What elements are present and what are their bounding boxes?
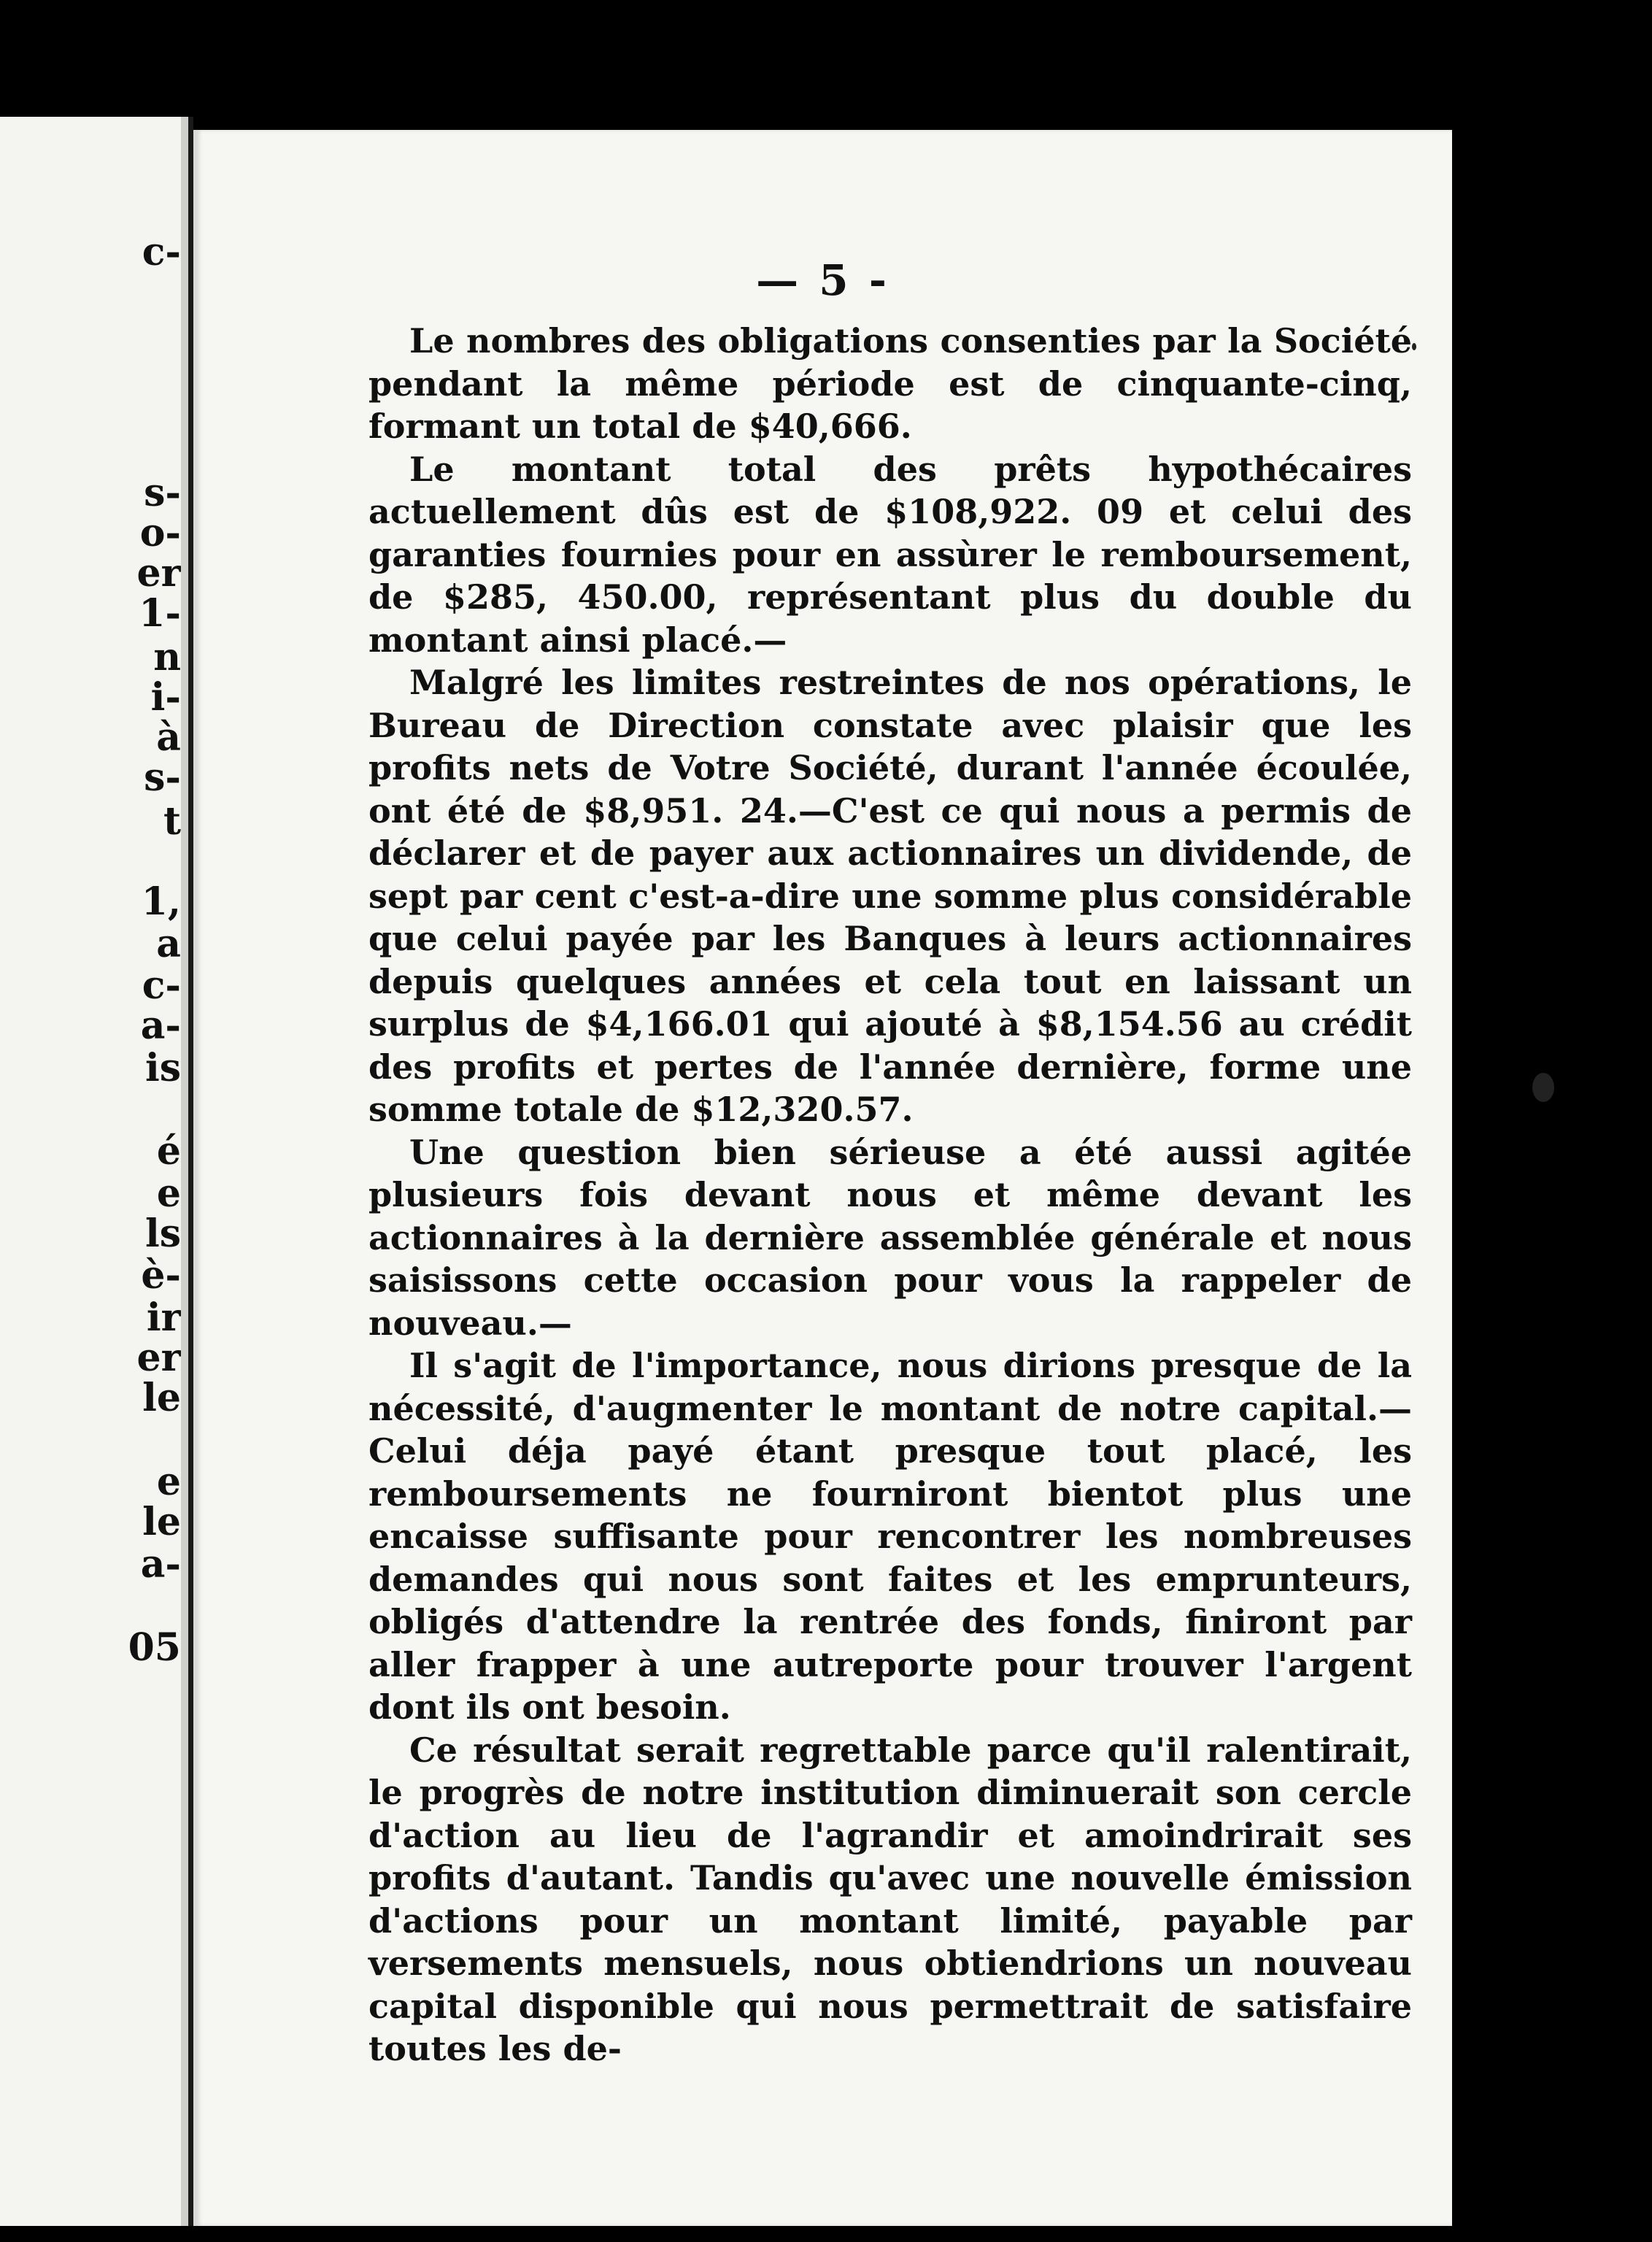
previous-page-fragment-text: i- [150, 675, 181, 720]
previous-page-fragment-text: a- [140, 1003, 181, 1048]
paragraph-question-serieuse: Une question bien sérieuse a été aussi agitée plusieurs fois devant nous et même devant les actionnaires à la dernière assemblée générale et nous saisissons cette occasion pour vous la rappeler de nouveau.— [368, 1132, 1412, 1343]
paragraph-profits-nets: Malgré les limites restreintes de nos opérations, le Bureau de Direction constate avec plaisir que les profits nets de Votre Société, durant l'année écoulée, ont été de $8,951. 24.—C'est ce qui nous a permis de déclarer et de payer aux actionnaires un dividende, de sept par cent c'est-a-dire une somme plus considérable que celui payée par les Banques à leurs actionnaires depuis quelques années et cela tout en laissant un surplus de $4,166.01 qui ajouté à $8,154.56 au crédit des profits et pertes de l'année dernière, forme une somme totale de $12,320.57. [368, 663, 1412, 1129]
paragraph-prets-hypothecaires: Le montant total des prêts hypothécaires actuellement dûs est de $108,922. 09 et celui des garanties fournies pour en assùrer le remboursement, de $285, 450.00, représentant plus du double du montant ainsi placé.— [368, 449, 1412, 660]
previous-page-fragment-text: c- [142, 230, 181, 274]
previous-page-fragment-text: ir [146, 1295, 181, 1340]
previous-page-fragment-text: 1, [141, 879, 181, 924]
previous-page-fragment-text: é [156, 1129, 181, 1174]
previous-page-fragment [0, 117, 188, 2226]
previous-page-fragment-text: c- [142, 963, 181, 1008]
paragraph-augmenter-capital: Il s'agit de l'importance, nous dirions presque de la nécessité, d'augmenter le montant de notre capital.— Celui déja payé étant presque tout placé, les remboursements ne fourniront bientot plus une encaisse suffisante pour rencontrer les nombreuses demandes qui nous sont faites et les emprunteurs, obligés d'attendre la rentrée des fonds, finiront par aller frapper à une autreporte pour trouver l'argent dont ils ont besoin. [368, 1346, 1412, 1727]
scan-speck [1532, 1073, 1554, 1102]
previous-page-fragment-text: s- [144, 755, 181, 800]
paragraph-obligations: Le nombres des obligations consenties par la Société pendant la même période est de cinquante-cinq, formant un total de $40,666. [368, 321, 1412, 446]
previous-page-fragment-text: s- [144, 471, 181, 515]
previous-page-edge [181, 117, 188, 2226]
previous-page-fragment-text: e [156, 1460, 181, 1504]
previous-page-fragment-text: ls [144, 1211, 181, 1256]
previous-page-fragment-text: 05 [128, 1625, 181, 1670]
previous-page-fragment-text: le [142, 1500, 181, 1544]
previous-page-fragment-text: e [156, 1171, 181, 1216]
page-body [368, 320, 1412, 2070]
previous-page-fragment-text: 1- [139, 591, 181, 636]
previous-page-fragment-text: n [153, 635, 181, 679]
previous-page-fragment-text: a- [140, 1542, 181, 1587]
previous-page-fragment-text: le [142, 1376, 181, 1420]
previous-page-fragment-text: is [144, 1046, 181, 1090]
previous-page-fragment-text: t [163, 799, 181, 844]
page-number: — 5 - [756, 255, 889, 305]
scan-speck [1412, 343, 1416, 350]
book-spine-gap [188, 117, 193, 2226]
paragraph-resultat-regrettable: Ce résultat serait regrettable parce qu'il ralentirait, le progrès de notre institution diminuerait son cercle d'action au lieu de l'agrandir et amoindrirait ses profits d'autant. Tandis qu'avec une nouvelle émission d'actions pour un montant limité, payable par versements mensuels, nous obtiendrions un nouveau capital disponible qui nous permettrait de satisfaire toutes les de- [368, 1730, 1412, 2068]
previous-page-fragment-text: à [156, 715, 181, 760]
previous-page-fragment-text: a [156, 922, 181, 966]
previous-page-fragment-text: è- [141, 1253, 181, 1298]
previous-page-fragment-text: er [136, 551, 181, 596]
document-page [193, 130, 1452, 2226]
previous-page-fragment-text: er [136, 1336, 181, 1380]
previous-page-fragment-text: o- [139, 511, 181, 555]
